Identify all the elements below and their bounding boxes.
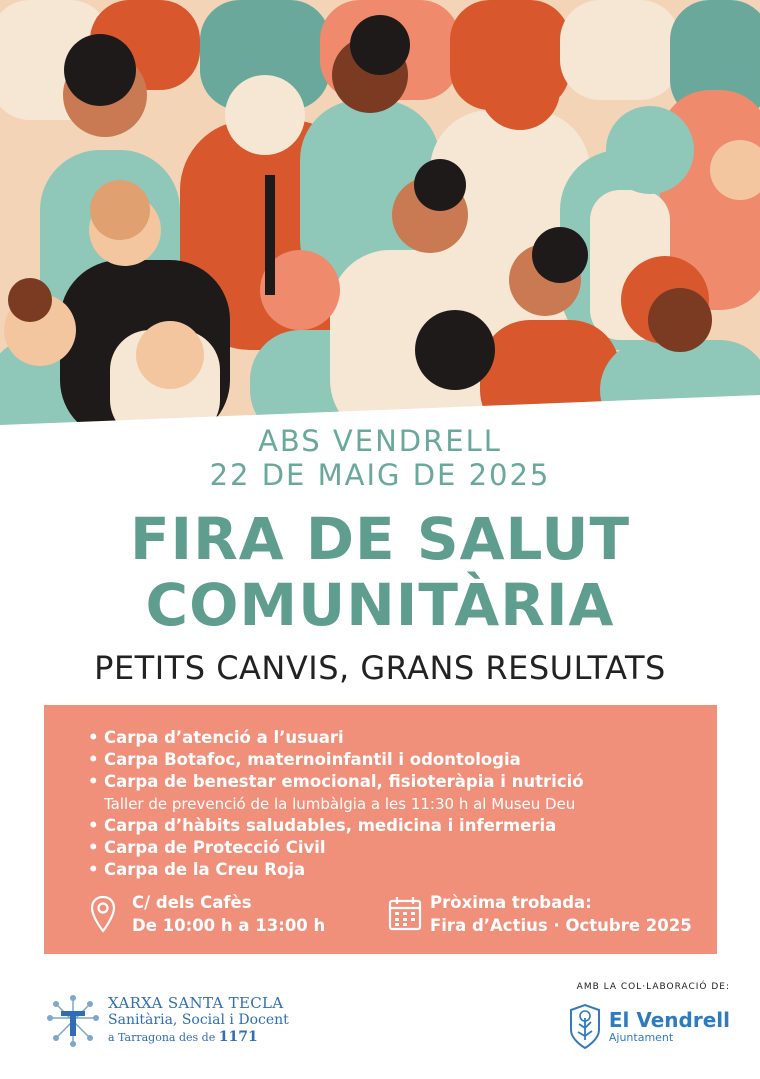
location bbox=[90, 891, 325, 937]
location-pin-icon bbox=[90, 895, 116, 933]
workshop-note: Taller de prevenció de la lumbàlgia a les 11:30 h al Museu Deu bbox=[104, 795, 576, 813]
title-line-2: COMUNITÀRIA bbox=[145, 571, 615, 639]
event-date: 22 DE MAIG DE 2025 bbox=[209, 458, 551, 492]
hours: De 10:00 h a 13:00 h bbox=[132, 916, 326, 935]
list-item: • Carpa de benestar emocional, fisioteràpia i nutrició bbox=[88, 772, 584, 791]
title-line-1: FIRA DE SALUT bbox=[129, 505, 631, 573]
list-item: • Carpa de la Creu Roja bbox=[88, 860, 306, 879]
town-shield-icon bbox=[567, 1002, 603, 1050]
tent-list bbox=[88, 727, 704, 881]
town-name: El Vendrell bbox=[608, 1007, 730, 1032]
list-item: • Carpa d’hàbits saludables, medicina i infermeria bbox=[88, 816, 557, 835]
address: C/ dels Cafès bbox=[132, 893, 252, 912]
xarxa-subtitle: Sanitària, Social i Docent bbox=[108, 1012, 289, 1028]
list-item: • Carpa de Protecció Civil bbox=[88, 838, 326, 857]
next-event bbox=[388, 891, 692, 937]
header-block bbox=[0, 424, 760, 688]
xarxa-name: XARXA SANTA TECLA bbox=[108, 994, 284, 1012]
info-box bbox=[44, 705, 717, 954]
organizer: ABS VENDRELL bbox=[258, 424, 502, 458]
xarxa-santa-tecla-logo bbox=[46, 994, 289, 1048]
calendar-icon bbox=[388, 896, 422, 932]
collaboration-block bbox=[560, 982, 730, 1050]
list-item: • Carpa Botafoc, maternoinfantil i odontologia bbox=[88, 750, 521, 769]
town-subtitle: Ajuntament bbox=[608, 1030, 674, 1044]
hero-illustration bbox=[0, 0, 760, 425]
santa-tecla-cross-icon bbox=[46, 994, 100, 1048]
crowd-illustration bbox=[0, 0, 760, 425]
collaboration-label: AMB LA COL·LABORACIÓ DE: bbox=[576, 982, 730, 992]
tagline: PETITS CANVIS, GRANS RESULTATS bbox=[94, 649, 666, 687]
list-item: • Carpa d’atenció a l’usuari bbox=[88, 728, 344, 747]
next-label: Pròxima trobada: bbox=[430, 893, 592, 912]
next-event-name: Fira d’Actius · Octubre 2025 bbox=[430, 916, 692, 935]
xarxa-since: a Tarragona des de 1171 bbox=[108, 1029, 258, 1045]
el-vendrell-logo bbox=[560, 1002, 730, 1050]
